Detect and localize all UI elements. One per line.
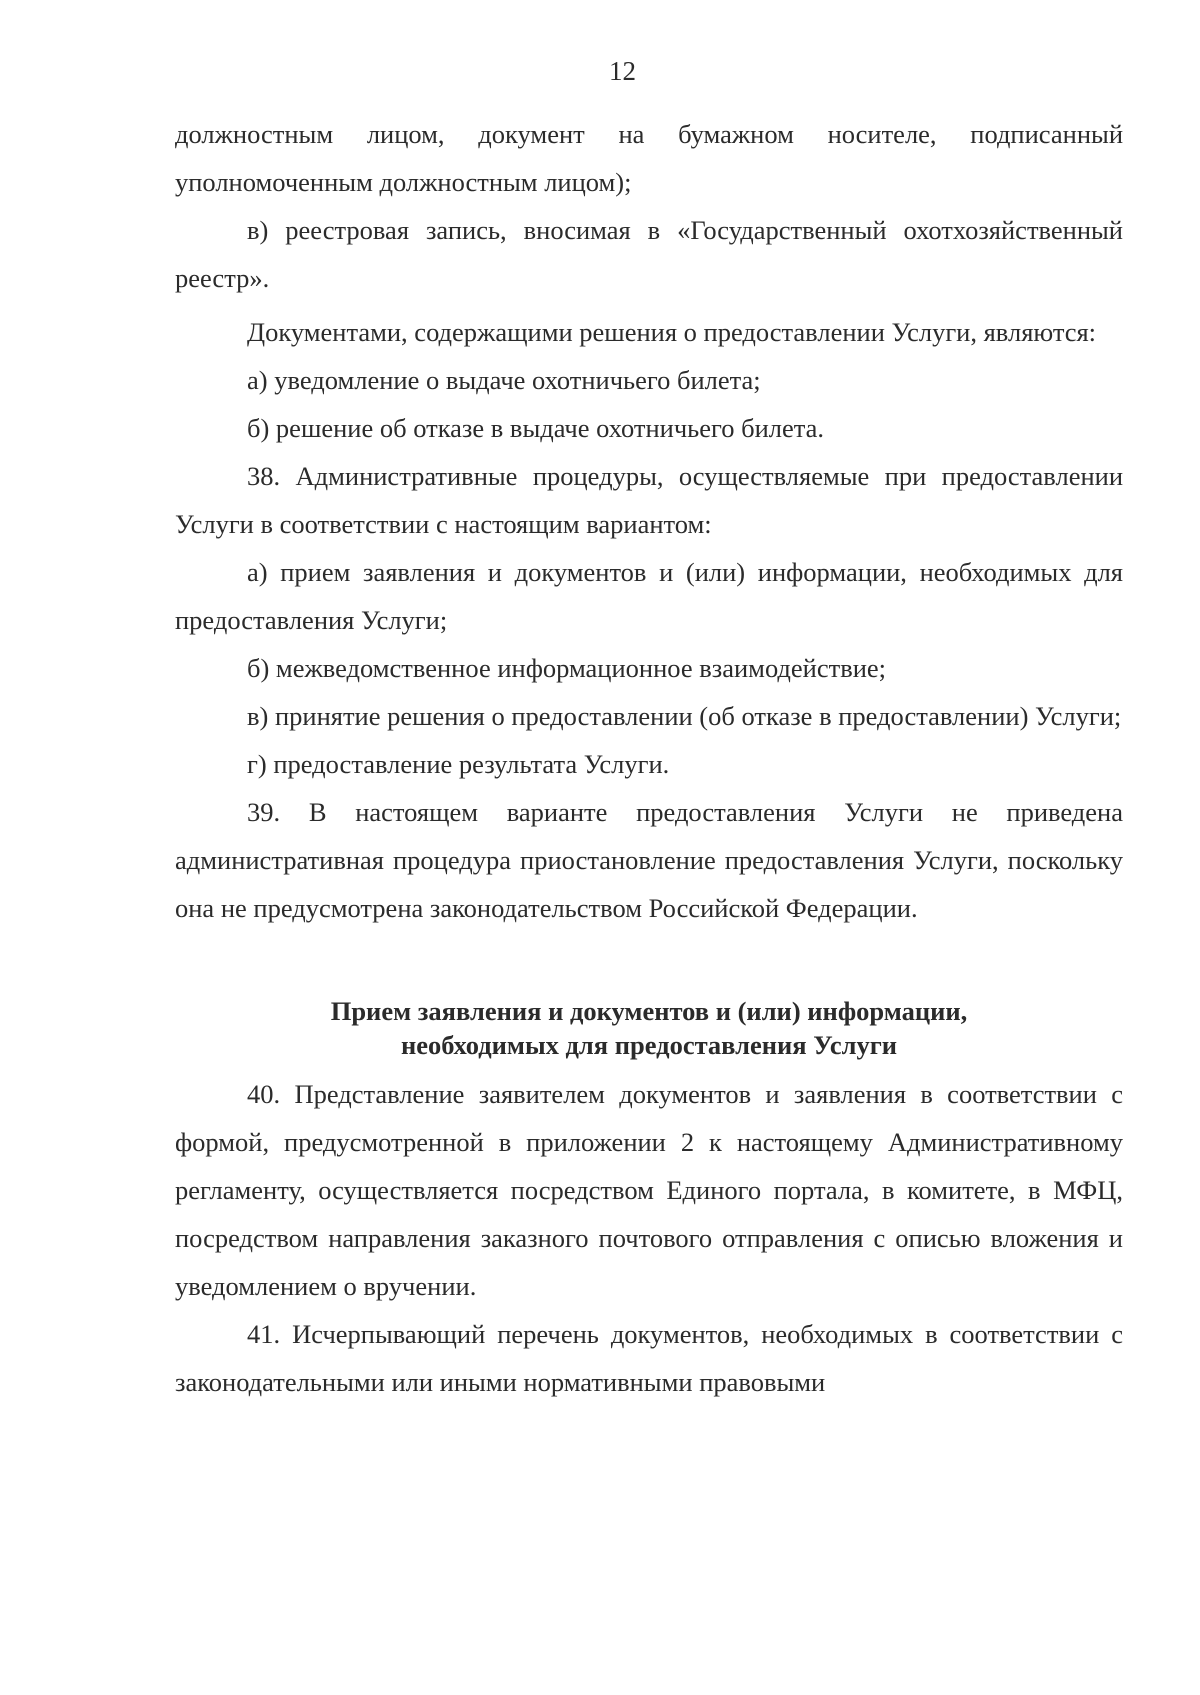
list-item-a: а) уведомление о выдаче охотничьего билета; <box>247 365 761 395</box>
section-heading <box>175 994 1123 1062</box>
document-body <box>175 110 1123 1406</box>
paragraph-results: Документами, содержащими решения о предоставлении Услуги, являются: <box>247 317 1097 347</box>
paragraph-39: 39. В настоящем варианте предоставления Услуги не приведена административная процедура приостановление предоставления Услуги, поскольку она не предусмотрена законодательством Российской Федерации. <box>175 797 1123 923</box>
list-item-b: б) межведомственное информационное взаимодействие; <box>247 653 887 683</box>
paragraph-40: 40. Представление заявителем документов и заявления в соответствии с формой, предусмотренной в приложении 2 к настоящему Административному регламенту, осуществляется посредством Единого портала, в комитете, в МФЦ, посредством направления заказного почтового отправления с описью вложения и уведомлением о вручении. <box>175 1079 1123 1301</box>
list-item-v: в) реестровая запись, вносимая в «Государственный охотхозяйственный реестр». <box>175 215 1123 293</box>
list-item-b: б) решение об отказе в выдаче охотничьего билета. <box>247 413 825 443</box>
list-item-a: а) прием заявления и документов и (или) информации, необходимых для предоставления Услуги; <box>175 557 1123 635</box>
paragraph-continuation: должностным лицом, документ на бумажном носителе, подписанный уполномоченным должностным лицом); <box>175 119 1123 197</box>
section-heading-line-2: необходимых для предоставления Услуги <box>400 1030 898 1060</box>
section-heading-line-1: Прием заявления и документов и (или) информации, <box>330 996 968 1026</box>
page-number: 12 <box>609 56 636 86</box>
paragraph-38: 38. Административные процедуры, осуществляемые при предоставлении Услуги в соответствии с настоящим вариантом: <box>175 461 1123 539</box>
list-item-g: г) предоставление результата Услуги. <box>247 749 670 779</box>
paragraph-41: 41. Исчерпывающий перечень документов, необходимых в соответствии с законодательными или иными нормативными правовыми <box>175 1319 1123 1397</box>
list-item-v: в) принятие решения о предоставлении (об отказе в предоставлении) Услуги; <box>247 701 1122 731</box>
